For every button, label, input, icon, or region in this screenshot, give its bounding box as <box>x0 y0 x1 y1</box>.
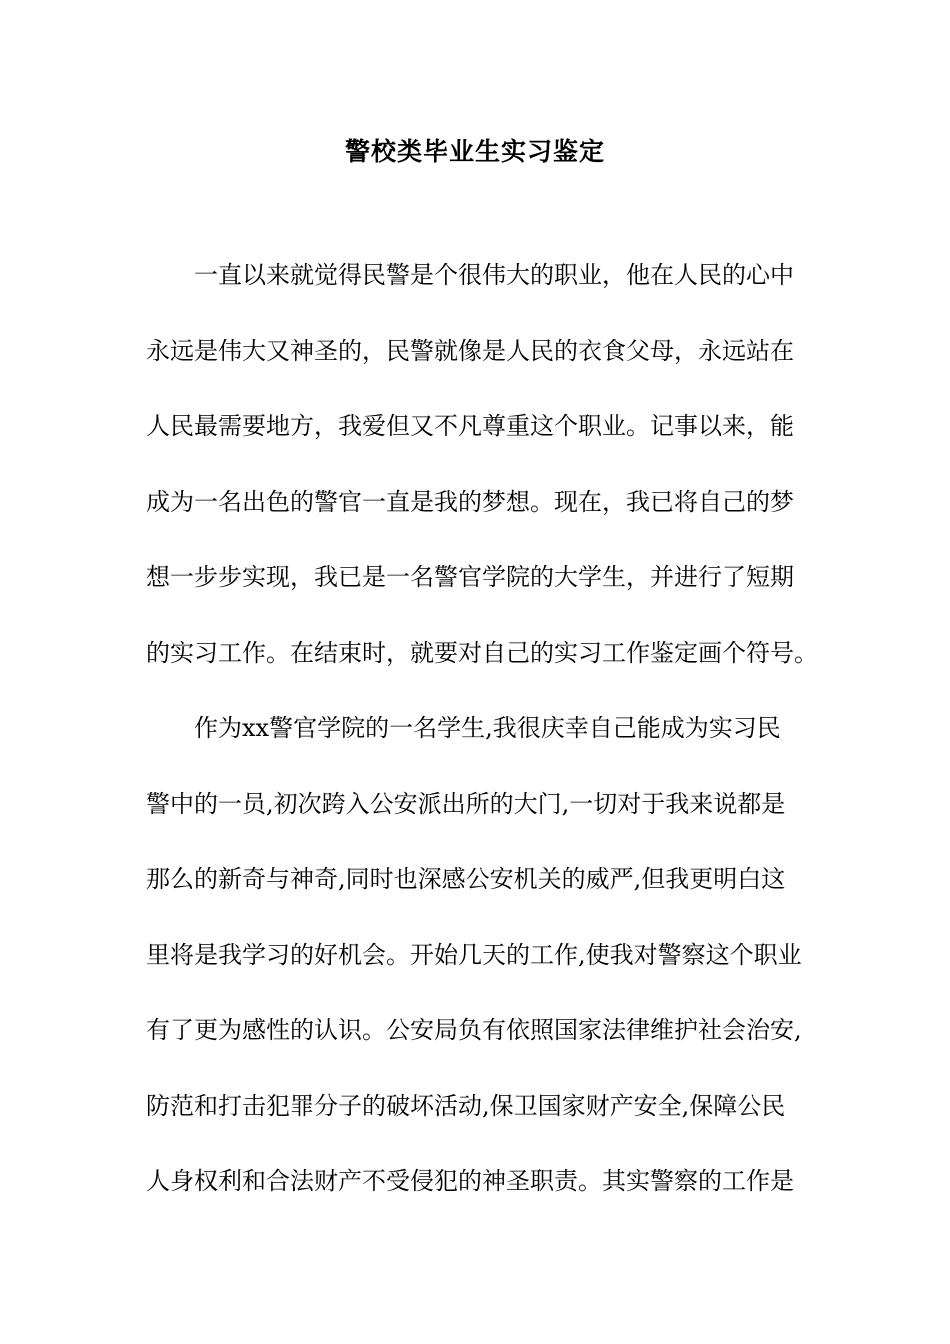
text-line: 想一步步实现，我已是一名警官学院的大学生，并进行了短期 <box>146 563 794 591</box>
text-line: 那么的新奇与神奇,同时也深感公安机关的威严,但我更明白这 <box>146 865 786 893</box>
document-title: 警校类毕业生实习鉴定 <box>344 137 605 166</box>
text-line: 的实习工作。在结束时，就要对自己的实习工作鉴定画个符号。 <box>146 639 818 667</box>
text-line: 有了更为感性的认识。公安局负有依照国家法律维护社会治安, <box>146 1016 802 1044</box>
text-line: 作为xx警官学院的一名学生,我很庆幸自己能成为实习民 <box>194 714 781 742</box>
text-line: 里将是我学习的好机会。开始几天的工作,使我对警察这个职业 <box>146 941 802 969</box>
text-line: 警中的一员,初次跨入公安派出所的大门,一切对于我来说都是 <box>146 790 786 818</box>
text-line: 人民最需要地方，我爱但又不凡尊重这个职业。记事以来，能 <box>146 412 794 440</box>
text-line: 一直以来就觉得民警是个很伟大的职业，他在人民的心中 <box>194 261 794 289</box>
text-line: 永远是伟大又神圣的，民警就像是人民的衣食父母，永远站在 <box>146 337 794 365</box>
text-line: 人身权利和合法财产不受侵犯的神圣职责。其实警察的工作是 <box>146 1167 794 1195</box>
text-line: 防范和打击犯罪分子的破坏活动,保卫国家财产安全,保障公民 <box>146 1092 786 1120</box>
text-line: 成为一名出色的警官一直是我的梦想。现在，我已将自己的梦 <box>146 488 794 516</box>
